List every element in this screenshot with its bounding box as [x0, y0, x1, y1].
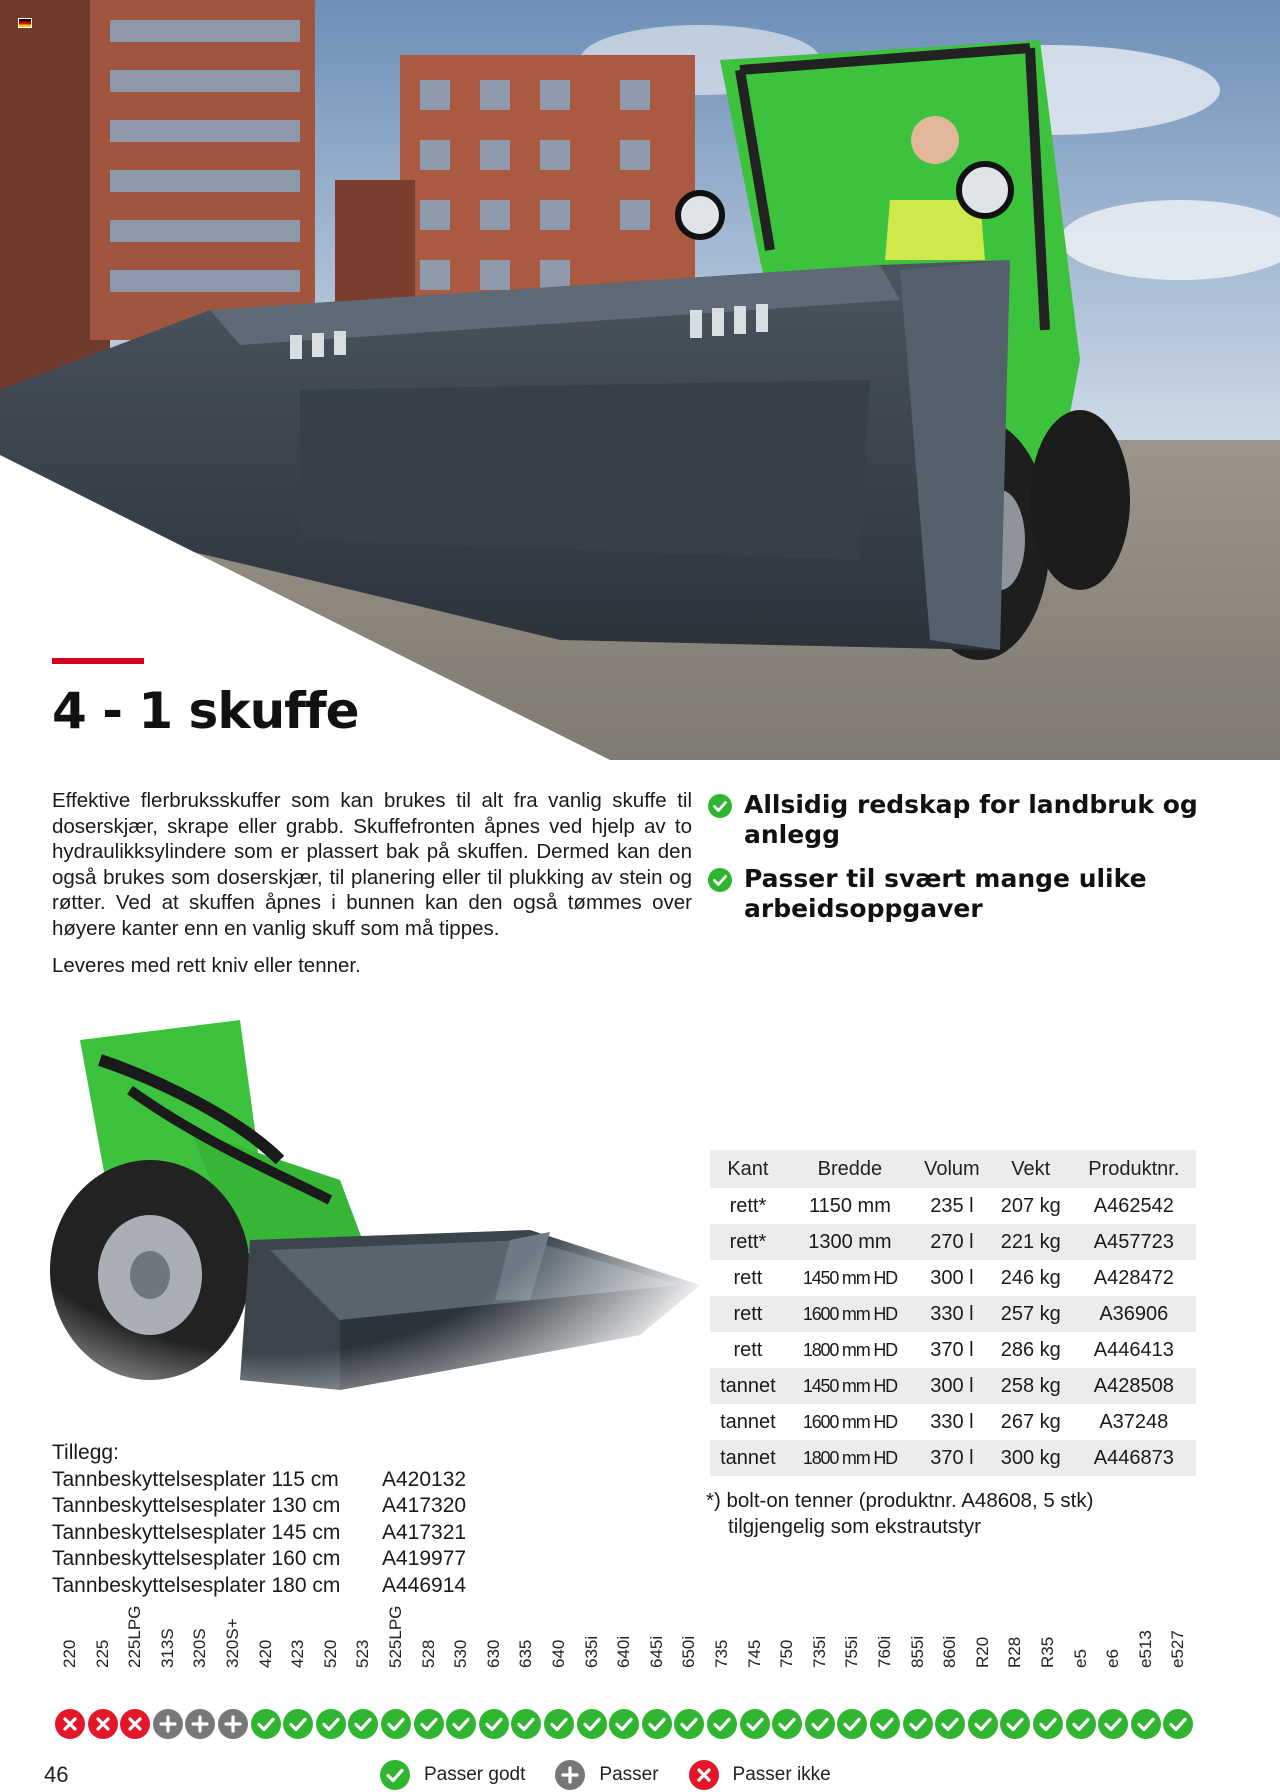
loader-photo	[0, 0, 1280, 760]
cell-produktnr: A428508	[1072, 1368, 1196, 1404]
cell-volum: 300 l	[914, 1368, 990, 1404]
model-label-text: e6	[1103, 1649, 1123, 1668]
check-circle-icon	[740, 1709, 770, 1739]
cell-volum: 370 l	[914, 1440, 990, 1476]
cell-vekt: 246 kg	[990, 1260, 1072, 1296]
model-label-text: e5	[1070, 1649, 1090, 1668]
model-label	[511, 1630, 541, 1688]
cell-vekt: 221 kg	[990, 1224, 1072, 1260]
compat-status-no	[55, 1709, 85, 1739]
legend-label: Passer	[599, 1764, 659, 1785]
table-row	[710, 1188, 1196, 1224]
cell-kant: rett	[710, 1332, 786, 1368]
compat-status-no	[120, 1709, 150, 1739]
check-circle-icon	[1033, 1709, 1063, 1739]
feature-list	[708, 790, 1248, 938]
x-circle-icon	[55, 1709, 85, 1739]
model-label-text: 420	[255, 1639, 275, 1668]
check-circle-icon	[1066, 1709, 1096, 1739]
model-label-text: R35	[1038, 1636, 1057, 1668]
model-label-text: 225	[92, 1639, 112, 1668]
model-label-text: 320S+	[223, 1618, 242, 1668]
page-title: 4 - 1 skuffe	[52, 682, 359, 740]
model-label-text: 635i	[581, 1635, 601, 1668]
compat-status-ok	[577, 1709, 607, 1739]
compat-status-ok	[740, 1709, 770, 1739]
compat-status-ok	[837, 1709, 867, 1739]
cell-kant: rett*	[710, 1224, 786, 1260]
cell-volum: 370 l	[914, 1332, 990, 1368]
x-circle-icon	[88, 1709, 118, 1739]
addon-item	[52, 1573, 466, 1600]
compatibility-model-labels	[55, 1605, 1195, 1688]
table-row	[710, 1404, 1196, 1440]
check-circle-icon	[708, 794, 732, 818]
model-label	[1098, 1630, 1128, 1688]
cell-bredde: 1600 mm HD	[786, 1296, 914, 1332]
compat-status-ok	[1163, 1709, 1193, 1739]
addon-name: Tannbeskyttelsesplater 115 cm	[52, 1467, 339, 1491]
check-circle-icon	[1131, 1709, 1161, 1739]
model-label-text: 635	[516, 1639, 536, 1668]
model-label	[740, 1630, 770, 1688]
check-circle-icon	[544, 1709, 574, 1739]
check-circle-icon	[479, 1709, 509, 1739]
model-label-text: 760i	[875, 1635, 894, 1668]
legend-label: Passer ikke	[732, 1764, 831, 1785]
compat-status-ok	[1066, 1709, 1096, 1739]
addon-name: Tannbeskyttelsesplater 160 cm	[52, 1547, 341, 1570]
model-label-text: e513	[1135, 1630, 1155, 1668]
cell-bredde: 1300 mm	[786, 1224, 914, 1260]
model-label-text: 735	[712, 1639, 731, 1668]
model-label-text: 755i	[842, 1635, 862, 1668]
model-label-text: R20	[972, 1636, 992, 1668]
check-circle-icon	[446, 1709, 476, 1739]
check-circle-icon	[251, 1709, 281, 1739]
model-label	[642, 1630, 672, 1688]
check-circle-icon	[1000, 1709, 1030, 1739]
model-label	[218, 1618, 248, 1688]
compat-status-ok	[479, 1709, 509, 1739]
compat-status-ok	[414, 1709, 444, 1739]
addon-item	[52, 1467, 466, 1494]
model-label-text: 640	[549, 1639, 568, 1668]
legend-item-no	[689, 1760, 831, 1790]
table-row	[710, 1296, 1196, 1332]
compat-status-ok	[772, 1709, 802, 1739]
model-label	[446, 1630, 476, 1688]
model-label-text: 530	[451, 1639, 471, 1668]
model-label	[1163, 1630, 1193, 1688]
compatibility-legend	[380, 1760, 861, 1790]
compat-status-ok	[283, 1709, 313, 1739]
cell-bredde: 1800 mm HD	[786, 1440, 914, 1476]
compat-status-plus	[218, 1709, 248, 1739]
addon-code: A419977	[382, 1547, 467, 1570]
plus-circle-icon	[218, 1709, 248, 1739]
cell-kant: tannet	[710, 1368, 786, 1404]
footnote-line-1: *) bolt-on tenner (produktnr. A48608, 5 stk)	[706, 1489, 1094, 1512]
cell-produktnr: A446413	[1072, 1332, 1196, 1368]
x-circle-icon	[689, 1760, 719, 1790]
table-row	[710, 1440, 1196, 1476]
compat-status-ok	[1000, 1709, 1030, 1739]
compat-status-ok	[544, 1709, 574, 1739]
legend-item-ok	[380, 1760, 525, 1790]
addon-item	[52, 1520, 466, 1547]
col-header-produktnr: Produktnr.	[1072, 1150, 1196, 1188]
addons-list	[52, 1440, 466, 1599]
cell-volum: 270 l	[914, 1224, 990, 1260]
model-label-text: 423	[288, 1639, 308, 1668]
check-circle-icon	[674, 1709, 704, 1739]
model-label	[88, 1630, 118, 1688]
check-circle-icon	[805, 1709, 835, 1739]
col-header-bredde: Bredde	[786, 1150, 914, 1188]
model-label	[251, 1630, 281, 1688]
compat-status-ok	[968, 1709, 998, 1739]
legend-label: Passer godt	[424, 1764, 526, 1785]
check-circle-icon	[707, 1709, 737, 1739]
compat-status-plus	[153, 1709, 183, 1739]
model-label	[1066, 1630, 1096, 1688]
model-label	[935, 1630, 965, 1688]
table-row	[710, 1332, 1196, 1368]
cell-bredde: 1450 mm HD	[786, 1368, 914, 1404]
model-label-text: 313S	[157, 1628, 177, 1668]
model-label-text: 225LPG	[125, 1605, 145, 1668]
cell-produktnr: A36906	[1072, 1296, 1196, 1332]
title-accent-line	[52, 658, 144, 664]
check-circle-icon	[837, 1709, 867, 1739]
compat-status-ok	[707, 1709, 737, 1739]
cell-kant: tannet	[710, 1440, 786, 1476]
model-label	[283, 1630, 313, 1688]
model-label	[805, 1630, 835, 1688]
col-header-volum: Volum	[914, 1150, 990, 1188]
cell-kant: rett	[710, 1260, 786, 1296]
compat-status-ok	[1131, 1709, 1161, 1739]
cell-kant: rett	[710, 1296, 786, 1332]
footnote-line-2: tilgjengelig som ekstrautstyr	[728, 1515, 981, 1538]
table-row	[710, 1368, 1196, 1404]
model-label	[348, 1630, 378, 1688]
feature-item	[708, 864, 1248, 924]
model-label	[707, 1630, 737, 1688]
cell-produktnr: A462542	[1072, 1188, 1196, 1224]
addon-item	[52, 1493, 466, 1520]
check-circle-icon	[577, 1709, 607, 1739]
hero-photo	[0, 0, 1280, 760]
page-number: 46	[44, 1762, 69, 1787]
delivery-note: Leveres med rett kniv eller tenner.	[52, 954, 361, 977]
model-label	[479, 1630, 509, 1688]
model-label-text: 528	[418, 1639, 438, 1668]
model-label-text: 750	[777, 1639, 797, 1668]
model-label-text: 745	[744, 1639, 764, 1668]
check-circle-icon	[348, 1709, 378, 1739]
check-circle-icon	[1163, 1709, 1193, 1739]
compat-status-ok	[1033, 1709, 1063, 1739]
check-circle-icon	[414, 1709, 444, 1739]
addon-item	[52, 1546, 466, 1573]
feature-item	[708, 790, 1248, 850]
compat-status-ok	[381, 1709, 411, 1739]
cell-bredde: 1800 mm HD	[786, 1332, 914, 1368]
model-label-text: 525LPG	[386, 1605, 405, 1668]
model-label	[772, 1630, 802, 1688]
addon-name: Tannbeskyttelsesplater 180 cm	[52, 1573, 341, 1597]
model-label	[381, 1605, 411, 1688]
addon-code: A446914	[382, 1573, 467, 1597]
x-circle-icon	[120, 1709, 150, 1739]
addon-code: A420132	[382, 1467, 467, 1491]
model-label-text: 220	[60, 1639, 79, 1668]
model-label-text: 640i	[614, 1635, 634, 1668]
cell-produktnr: A37248	[1072, 1404, 1196, 1440]
check-circle-icon	[870, 1709, 900, 1739]
cell-produktnr: A428472	[1072, 1260, 1196, 1296]
cell-kant: tannet	[710, 1404, 786, 1440]
compat-status-ok	[316, 1709, 346, 1739]
compat-status-ok	[674, 1709, 704, 1739]
cell-kant: rett*	[710, 1188, 786, 1224]
cell-vekt: 286 kg	[990, 1332, 1072, 1368]
model-label	[577, 1630, 607, 1688]
model-label	[837, 1630, 867, 1688]
cell-volum: 235 l	[914, 1188, 990, 1224]
compat-status-ok	[935, 1709, 965, 1739]
feature-text: Allsidig redskap for landbruk og anlegg	[744, 790, 1198, 849]
model-label-text: 520	[320, 1639, 340, 1668]
spec-table	[710, 1150, 1196, 1476]
model-label	[1131, 1630, 1161, 1688]
cell-produktnr: A446873	[1072, 1440, 1196, 1476]
legend-item-plus	[555, 1760, 658, 1790]
check-circle-icon	[380, 1760, 410, 1790]
cell-vekt: 258 kg	[990, 1368, 1072, 1404]
model-label	[544, 1630, 574, 1688]
cell-vekt: 257 kg	[990, 1296, 1072, 1332]
compat-status-ok	[903, 1709, 933, 1739]
compat-status-ok	[348, 1709, 378, 1739]
check-circle-icon	[511, 1709, 541, 1739]
bucket-loader-illustration	[40, 1000, 720, 1430]
model-label-text: 860i	[940, 1635, 960, 1668]
model-label	[609, 1630, 639, 1688]
compat-status-ok	[870, 1709, 900, 1739]
table-header-row	[710, 1150, 1196, 1188]
model-label-text: R28	[1005, 1636, 1025, 1668]
model-label	[674, 1630, 704, 1688]
plus-circle-icon	[555, 1760, 585, 1790]
check-circle-icon	[1098, 1709, 1128, 1739]
feature-text: Passer til svært mange ulike arbeidsoppgaver	[744, 864, 1147, 923]
model-label	[153, 1630, 183, 1688]
model-label	[1033, 1630, 1063, 1688]
model-label-text: 645i	[646, 1635, 666, 1668]
cell-volum: 300 l	[914, 1260, 990, 1296]
col-header-vekt: Vekt	[990, 1150, 1072, 1188]
compat-status-ok	[805, 1709, 835, 1739]
model-label-text: 650i	[679, 1635, 699, 1668]
intro-paragraph: Effektive flerbruksskuffer som kan brukes til alt fra vanlig skuffe til doserskjær, skrape eller grabb. Skuffefronten åpnes ved hjelp av to hydraulikksylindere som er plassert bak på skuffen. Dermed kan den også brukes som doserskjær, til planering eller til plukking av stein og røtter. Ved at skuffen åpnes i bunnen kan den også tømmes over høyere kanter enn en vanlig skuff som må tippes.	[52, 789, 692, 940]
plus-circle-icon	[185, 1709, 215, 1739]
cell-vekt: 207 kg	[990, 1188, 1072, 1224]
check-circle-icon	[609, 1709, 639, 1739]
compat-status-ok	[446, 1709, 476, 1739]
model-label	[316, 1630, 346, 1688]
model-label-text: 735i	[809, 1635, 829, 1668]
addon-code: A417321	[382, 1520, 467, 1544]
compat-status-plus	[185, 1709, 215, 1739]
check-circle-icon	[642, 1709, 672, 1739]
table-row	[710, 1260, 1196, 1296]
check-circle-icon	[903, 1709, 933, 1739]
check-circle-icon	[708, 868, 732, 892]
product-image	[40, 1000, 720, 1430]
cell-volum: 330 l	[914, 1296, 990, 1332]
check-circle-icon	[381, 1709, 411, 1739]
check-circle-icon	[935, 1709, 965, 1739]
plus-circle-icon	[153, 1709, 183, 1739]
check-circle-icon	[772, 1709, 802, 1739]
cell-produktnr: A457723	[1072, 1224, 1196, 1260]
cell-bredde: 1600 mm HD	[786, 1404, 914, 1440]
model-label-text: 855i	[907, 1635, 927, 1668]
compat-status-no	[88, 1709, 118, 1739]
model-label	[903, 1630, 933, 1688]
flag-icon	[18, 18, 32, 28]
cell-vekt: 267 kg	[990, 1404, 1072, 1440]
col-header-kant: Kant	[710, 1150, 786, 1188]
model-label-text: 630	[483, 1639, 503, 1668]
compat-status-ok	[642, 1709, 672, 1739]
model-label	[414, 1630, 444, 1688]
addon-name: Tannbeskyttelsesplater 145 cm	[52, 1520, 341, 1544]
addons-heading: Tillegg:	[52, 1441, 119, 1464]
addon-code: A417320	[382, 1494, 467, 1517]
cell-bredde: 1150 mm	[786, 1188, 914, 1224]
check-circle-icon	[283, 1709, 313, 1739]
compat-status-ok	[251, 1709, 281, 1739]
model-label-text: 523	[353, 1639, 373, 1668]
check-circle-icon	[968, 1709, 998, 1739]
check-circle-icon	[316, 1709, 346, 1739]
model-label	[185, 1630, 215, 1688]
cell-volum: 330 l	[914, 1404, 990, 1440]
model-label-text: 320S	[190, 1628, 210, 1668]
model-label	[120, 1605, 150, 1688]
cell-bredde: 1450 mm HD	[786, 1260, 914, 1296]
model-label-text: e527	[1168, 1630, 1188, 1668]
model-label	[1000, 1630, 1030, 1688]
table-row	[710, 1224, 1196, 1260]
model-label	[870, 1630, 900, 1688]
model-label	[55, 1630, 85, 1688]
table-footnote	[706, 1488, 1093, 1540]
model-label	[968, 1630, 998, 1688]
compat-status-ok	[609, 1709, 639, 1739]
cell-vekt: 300 kg	[990, 1440, 1072, 1476]
addon-name: Tannbeskyttelsesplater 130 cm	[52, 1494, 341, 1517]
compat-status-ok	[1098, 1709, 1128, 1739]
compat-status-ok	[511, 1709, 541, 1739]
